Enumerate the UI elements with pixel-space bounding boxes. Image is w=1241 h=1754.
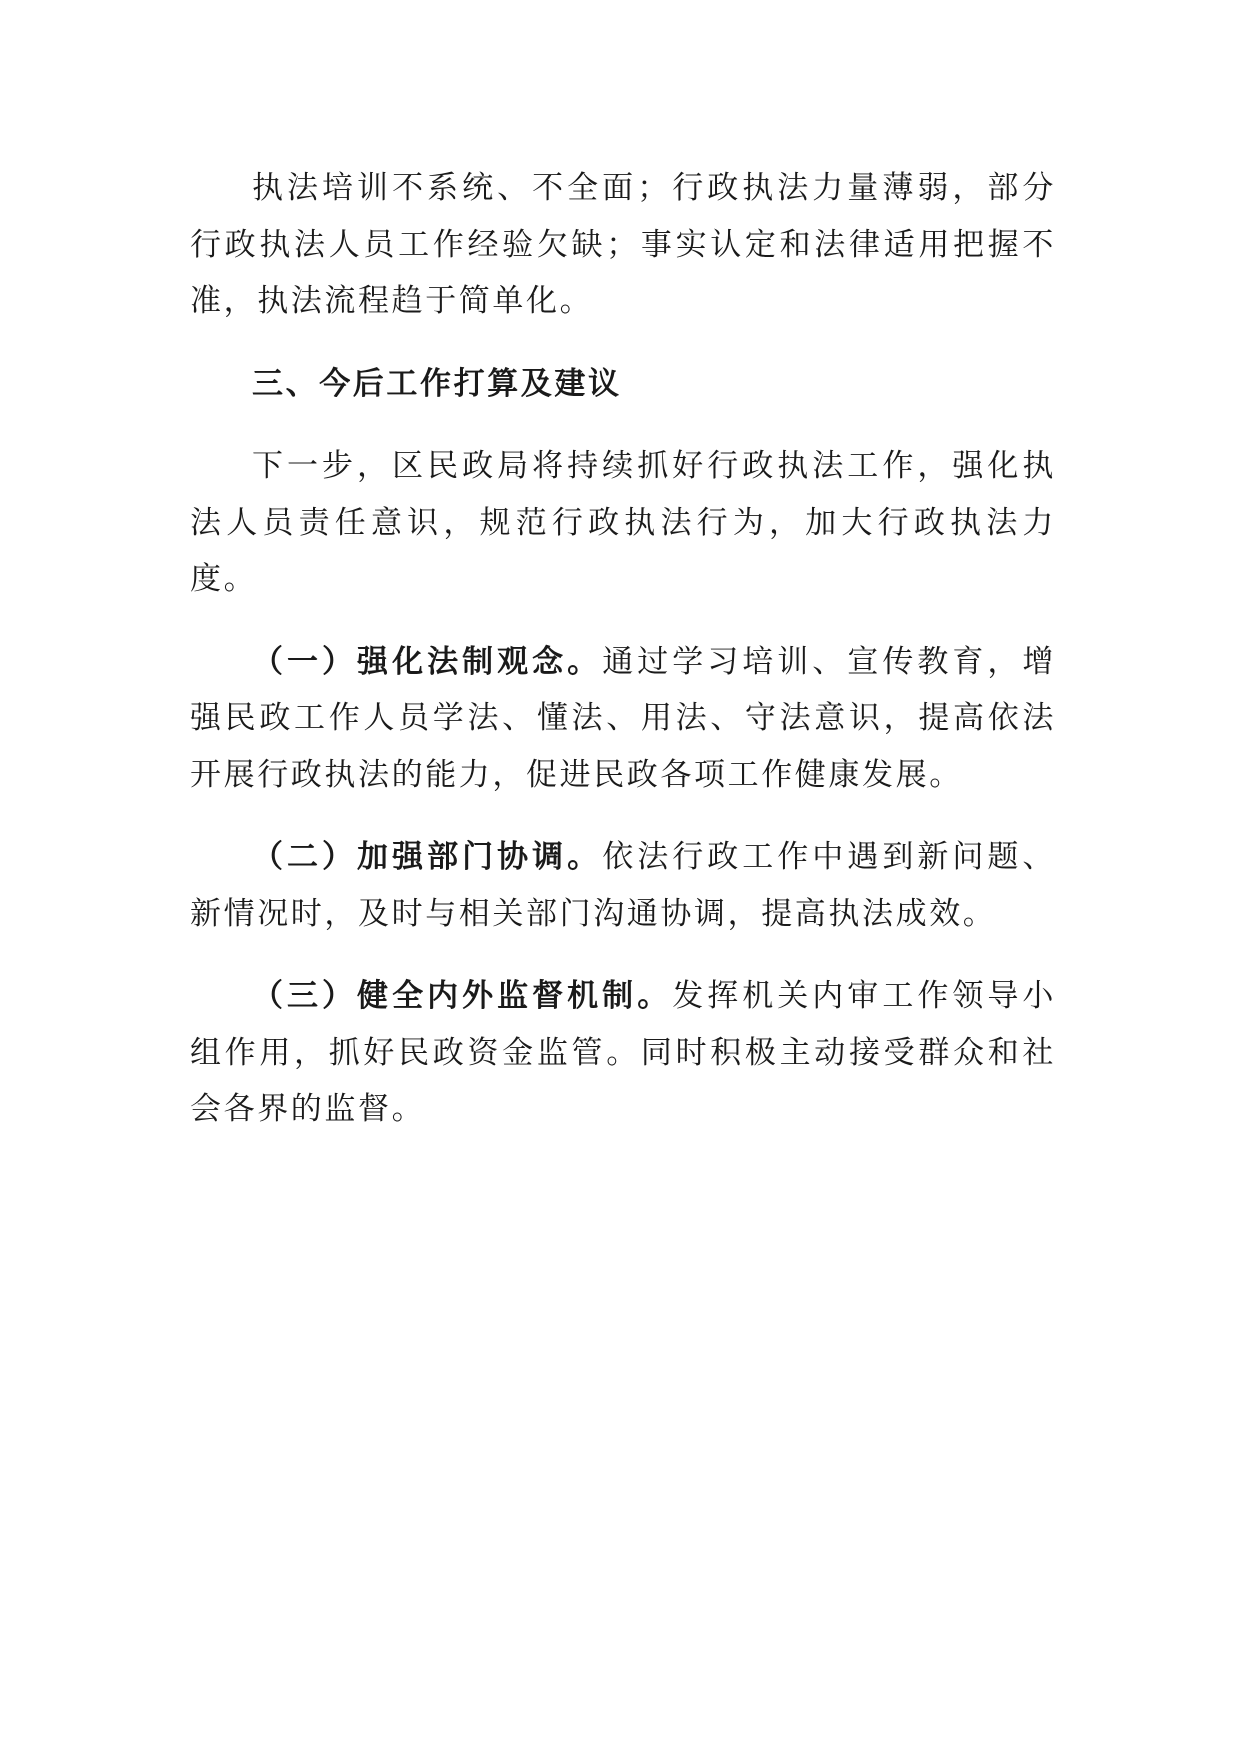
list-item-department-coordination [190, 829, 1056, 942]
item-body-supervision-mechanism: 发挥机关内审工作领导小组作用，抓好民政资金监管。同时积极主动接受群众和社会各界的监督。 [190, 978, 1056, 1127]
item-lead-legal-awareness: （一）强化法制观念。 [252, 643, 603, 680]
paragraph-next-steps: 下一步，区民政局将持续抓好行政执法工作，强化执法人员责任意识，规范行政执法行为，加大行政执法力度。 [190, 448, 1056, 597]
list-item-legal-awareness [190, 634, 1056, 804]
section-heading-future-plans: 三、今后工作打算及建议 [252, 365, 622, 402]
item-body-legal-awareness: 通过学习培训、宣传教育，增强民政工作人员学法、懂法、用法、守法意识，提高依法开展行政执法的能力，促进民政各项工作健康发展。 [190, 643, 1056, 793]
item-body-department-coordination: 依法行政工作中遇到新问题、新情况时，及时与相关部门沟通协调，提高执法成效。 [190, 839, 1056, 932]
document-body [190, 160, 1056, 1138]
item-lead-department-coordination: （二）加强部门协调。 [252, 839, 603, 875]
list-item-supervision-mechanism [190, 968, 1056, 1138]
paragraph-enforcement-issues: 执法培训不系统、不全面；行政执法力量薄弱，部分行政执法人员工作经验欠缺；事实认定和法律适用把握不准，执法流程趋于简单化。 [190, 170, 1056, 319]
item-lead-supervision-mechanism: （三）健全内外监督机制。 [252, 978, 673, 1014]
